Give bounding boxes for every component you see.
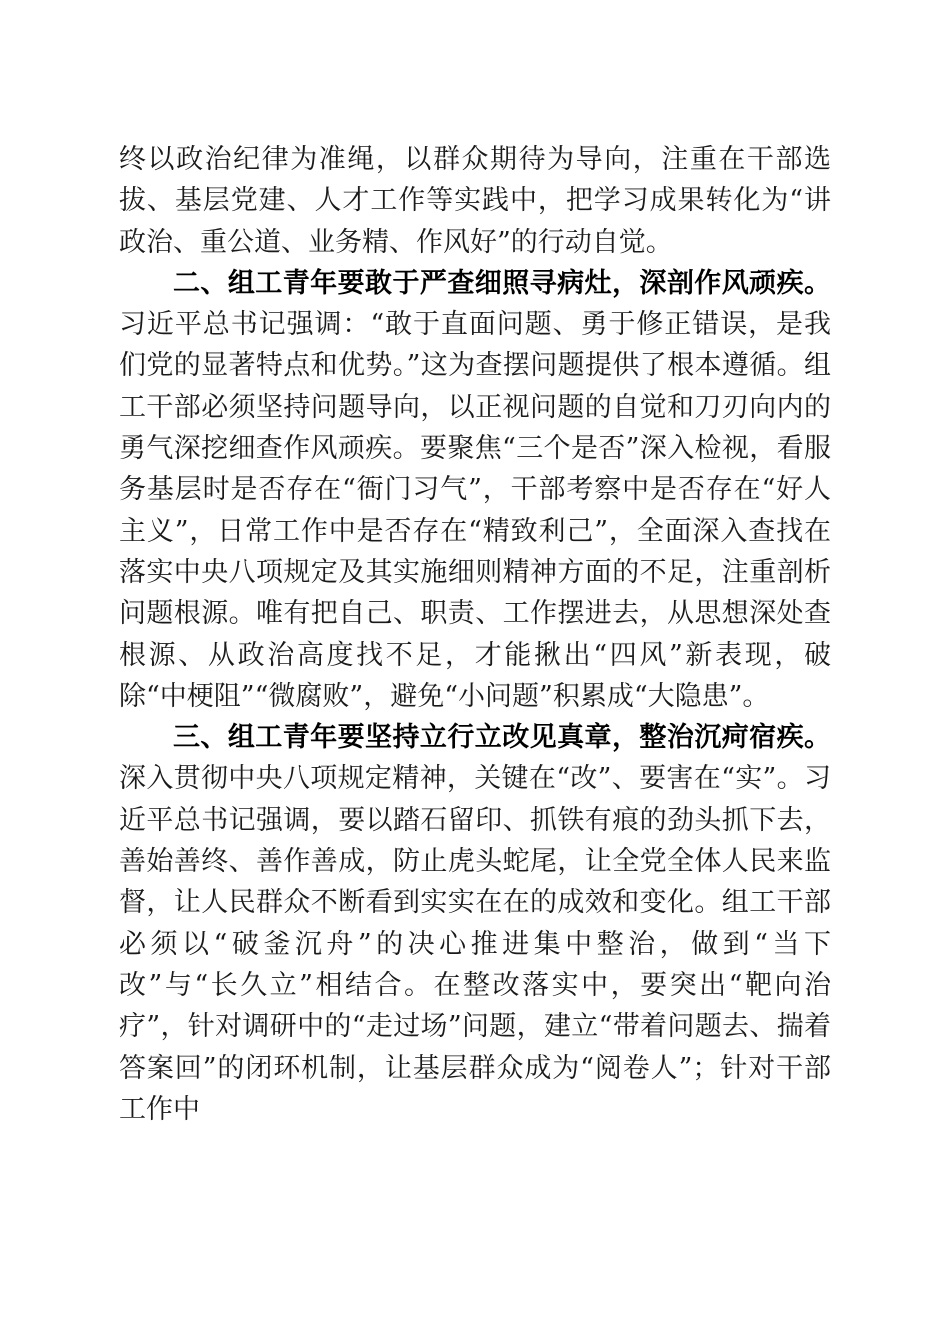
section-three-text: 深入贯彻中央八项规定精神，关键在“改”、要害在“实”。习近平总书记强调，要以踏石留印、抓铁有痕的劲头抓下去，善始善终、善作善成，防止虎头蛇尾，让全党全体人民来监督，让人民群众不断看到实实在在的成效和变化。组工干部必须以“破釜沉舟”的决心推进集中整治，做到“当下改”与“长久立”相结合。在整改落实中，要突出“靶向治疗”，针对调研中的“走过场”问题，建立“带着问题去、揣着答案回”的闭环机制，让基层群众成为“阅卷人”；针对干部工作中 bbox=[119, 763, 831, 1125]
section-two-heading: 二、组工青年要敢于严查细照寻病灶，深剖作风顽疾。 bbox=[173, 267, 831, 299]
paragraph-1-text: 终以政治纪律为准绳，以群众期待为导向，注重在干部选拔、基层党建、人才工作等实践中，把学习成果转化为“讲政治、重公道、业务精、作风好”的行动自觉。 bbox=[119, 144, 831, 258]
document-body bbox=[119, 139, 831, 1130]
paragraph-continuation bbox=[119, 139, 831, 263]
paragraph-section-two bbox=[119, 263, 831, 717]
paragraph-section-three bbox=[119, 717, 831, 1130]
section-three-heading: 三、组工青年要坚持立行立改见真章，整治沉疴宿疾。 bbox=[173, 722, 831, 754]
section-two-text: 习近平总书记强调：“敢于直面问题、勇于修正错误，是我们党的显著特点和优势。”这为查摆问题提供了根本遵循。组工干部必须坚持问题导向，以正视问题的自觉和刀刃向内的勇气深挖细查作风顽疾。要聚焦“三个是否”深入检视，看服务基层时是否存在“衙门习气”，干部考察中是否存在“好人主义”，日常工作中是否存在“精致利己”，全面深入查找在落实中央八项规定及其实施细则精神方面的不足，注重剖析问题根源。唯有把自己、职责、工作摆进去，从思想深处查根源、从政治高度找不足，才能揪出“四风”新表现，破除“中梗阻”“微腐败”，避免“小问题”积累成“大隐患”。 bbox=[119, 309, 831, 712]
